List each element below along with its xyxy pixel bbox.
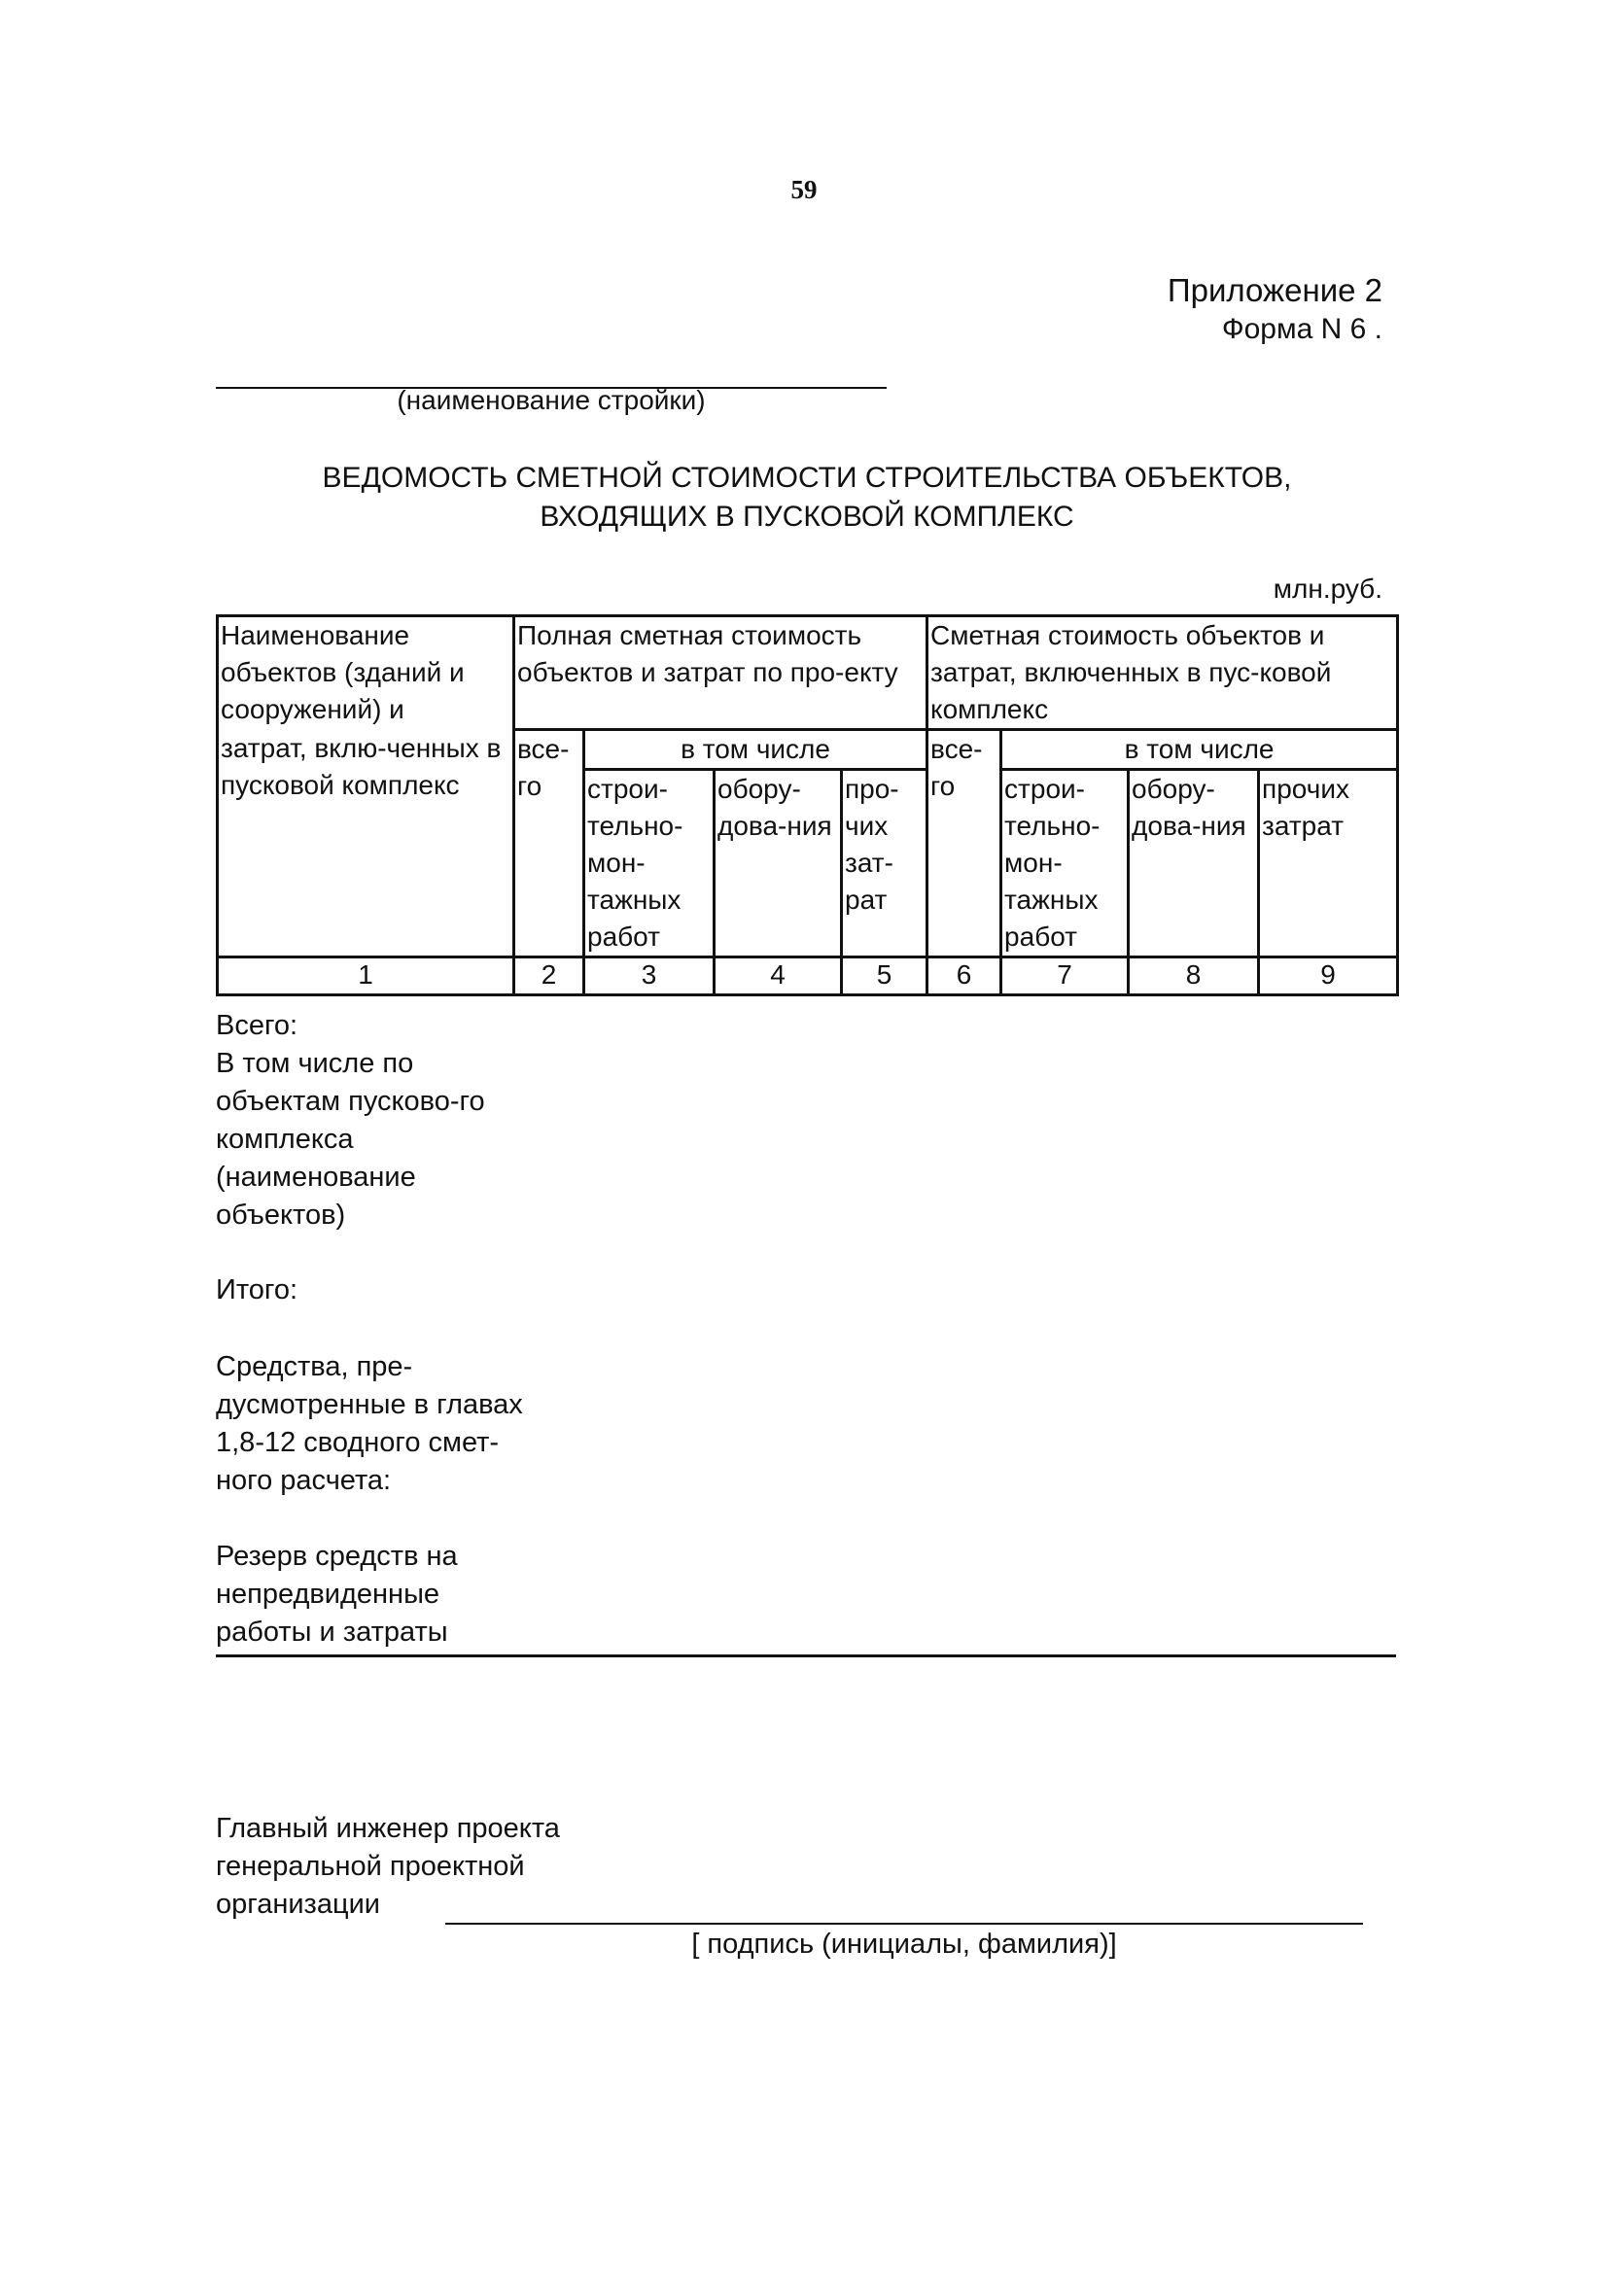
header-object-name-top: Наименование объектов (зданий и сооружений) и xyxy=(218,616,514,730)
header-total-1: все-го xyxy=(514,730,584,957)
units-label: млн.руб. xyxy=(1273,574,1382,604)
column-number: 6 xyxy=(927,957,1001,995)
header-other-costs-1: про-чих зат-рат xyxy=(842,770,927,957)
title-line-1: ВЕДОМОСТЬ СМЕТНОЙ СТОИМОСТИ СТРОИТЕЛЬСТВА ОБЪЕКТОВ, xyxy=(322,462,1292,494)
header-total-2: все-го xyxy=(927,730,1001,957)
header-construction-works-1: строи-тельно-мон-тажных работ xyxy=(584,770,715,957)
column-number: 8 xyxy=(1129,957,1259,995)
row-subtotal: Итого: xyxy=(216,1274,298,1305)
header-other-costs-2: прочих затрат xyxy=(1259,770,1398,957)
column-number: 5 xyxy=(842,957,927,995)
row-total: Всего: xyxy=(216,1010,298,1041)
appendix-label: Приложение 2 xyxy=(1167,272,1382,308)
row-by-objects: В том числе по объектам пусково-го комплекса (наименование объектов) xyxy=(216,1048,485,1231)
cost-table xyxy=(216,614,1399,996)
column-number: 7 xyxy=(1001,957,1129,995)
column-number: 9 xyxy=(1259,957,1398,995)
header-construction-works-2: строи-тельно-мон-тажных работ xyxy=(1001,770,1129,957)
form-number: Форма N 6 . xyxy=(1221,313,1382,345)
column-number: 2 xyxy=(514,957,584,995)
construction-name-caption: (наименование стройки) xyxy=(397,385,706,415)
column-number: 4 xyxy=(715,957,842,995)
signatory-position: Главный инженер проекта генеральной проектной организации xyxy=(216,1813,560,1920)
row-funds: Средства, пре-дусмотренные в главах 1,8-12 сводного смет-ного расчета: xyxy=(216,1351,523,1496)
header-including-2: в том числе xyxy=(1001,730,1398,770)
table-end-line xyxy=(216,1654,1396,1657)
column-number: 1 xyxy=(218,957,514,995)
signature-line xyxy=(445,1923,1363,1925)
header-full-cost: Полная сметная стоимость объектов и затрат по про-екту xyxy=(514,616,927,730)
header-object-name-bottom: затрат, вклю-ченных в пусковой комплекс xyxy=(218,730,514,957)
title-line-2: ВХОДЯЩИХ В ПУСКОВОЙ КОМПЛЕКС xyxy=(540,501,1074,533)
column-number: 3 xyxy=(584,957,715,995)
header-equipment-1: обору-дова-ния xyxy=(715,770,842,957)
row-reserve: Резерв средств на непредвиденные работы и затраты xyxy=(216,1541,458,1648)
document-title xyxy=(194,459,1419,537)
header-complex-cost: Сметная стоимость объектов и затрат, включенных в пус-ковой комплекс xyxy=(927,616,1398,730)
header-including-1: в том числе xyxy=(584,730,927,770)
signature-caption: [ подпись (инициалы, фамилия)] xyxy=(691,1929,1117,1960)
page-number: 59 xyxy=(790,175,818,204)
header-equipment-2: обору-дова-ния xyxy=(1129,770,1259,957)
column-number-row xyxy=(218,957,1398,995)
